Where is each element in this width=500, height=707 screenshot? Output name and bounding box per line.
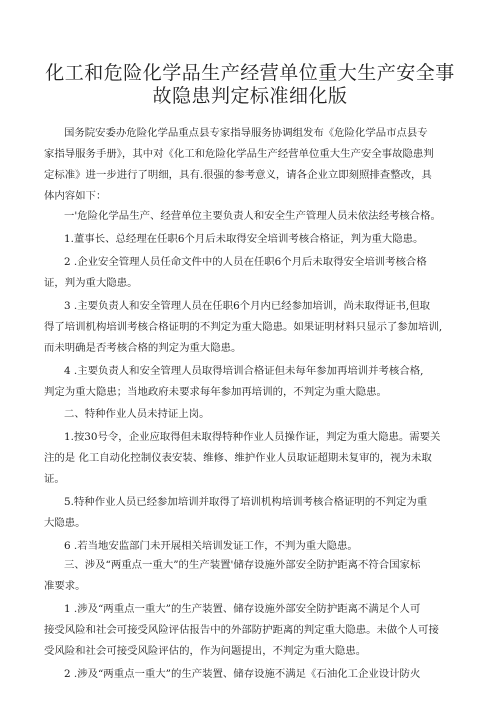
item-paragraph	[44, 427, 468, 490]
text-line: 国务院安委办危险化学品重点县专家指导服务协调组发布《危险化学品市点县专	[64, 127, 428, 139]
item-paragraph	[44, 599, 468, 662]
text-line: 二、特种作业人员未持证上岗。	[64, 408, 210, 420]
text-line: 家指导服务手册》，其中对《化工和危险化学品生产经营单位重大生产安全事故隐患判	[44, 148, 434, 160]
text-line: 3 .主要负责人和安全管理人员在任职6个月内已经参加培训，尚未取得证书,但取	[64, 300, 431, 312]
text-line: 受风险和社会可接受风险评估的，作为问题提出，不判定为重大隐患。	[44, 645, 367, 657]
intro-paragraph	[44, 123, 468, 207]
text-line: 注的是 化工自动化控制仪表安装、维修、维护作业人员取证超期未复审的，视为未取	[44, 452, 432, 464]
text-line: 4 .主要负责人和安全管理人员取得培训合格证但未每年参加再培训并考核合格,	[64, 365, 424, 377]
text-line: 1.董事长、总经理在任职6个月后未取得安全培训考核合格证，判为重大隐患。	[64, 233, 424, 245]
text-line: 证，判为重大隐患。	[44, 277, 138, 289]
item-paragraph	[44, 229, 468, 250]
text-line: 得了培训机构培训考核合格证明的不判定为重大隐患。如果证明材料只显示了参加培训,	[44, 321, 443, 333]
text-line: 判定为重大隐患；当地政府未要求每年参加再培训的，不判定为重大隐患。	[44, 386, 387, 398]
item-paragraph	[44, 361, 468, 403]
text-line: 大隐患。	[44, 517, 86, 529]
text-line: 2 .企业安全管理人员任命文件中的人员在任职6个月后未取得安全培训考核合格	[64, 256, 427, 268]
section-heading-1	[44, 206, 468, 227]
text-line: 接受风险和社会可接受风险评估报告中的外部防护距离的判定重大隐患。未做个人可接	[44, 624, 439, 636]
text-line: 1 .涉及“两重点一重大”的生产装置、储存设施外部安全防护距离不满足个人可	[64, 603, 421, 615]
item-paragraph	[44, 252, 468, 294]
text-line: 定标准》进一步进行了明细，具有.很强的参考意义，请各企业立即刻照排查整改，具	[44, 169, 432, 181]
text-line: 准要求。	[44, 580, 86, 592]
text-line: 6 .若当地安监部门未开展相关培训发证工作，不判为重大隐患。	[64, 540, 358, 552]
item-paragraph	[44, 664, 468, 685]
item-paragraph	[44, 492, 468, 534]
text-line: 而未明确是否考核合格的判定为重大隐患。	[44, 342, 242, 354]
text-line: 2 .涉及“两重点一重大”的生产装置、储存设施不满足《石油化工企业设计防火	[64, 668, 421, 680]
text-line: 5.特种作业人员已经参加培训并取得了培训机构培训考核合格证明的不判定为重	[64, 496, 428, 508]
text-line: 三、涉及“两重点一重大”的生产装置'储存设施外部安全防护距离不符合国家标	[64, 559, 421, 571]
document-title-line-1: 化工和危险化学品生产经营单位重大生产安全事	[45, 62, 455, 84]
text-line: 一'危险化学品生产、经营单位主要负责人和安全生产管理人员未依法经考核合格。	[64, 210, 441, 222]
section-heading-3	[44, 555, 468, 597]
item-paragraph	[44, 296, 468, 359]
item-paragraph	[44, 536, 468, 557]
document-title-line-2: 故隐患判定标准细化版	[152, 85, 348, 107]
section-heading-2	[44, 404, 468, 425]
text-line: 体内容如下：	[44, 190, 107, 202]
text-line: 证。	[44, 473, 65, 485]
text-line: 1.按30号令，企业应取得但未取得特种作业人员操作证，判定为重大隐患。需要关	[64, 431, 441, 443]
